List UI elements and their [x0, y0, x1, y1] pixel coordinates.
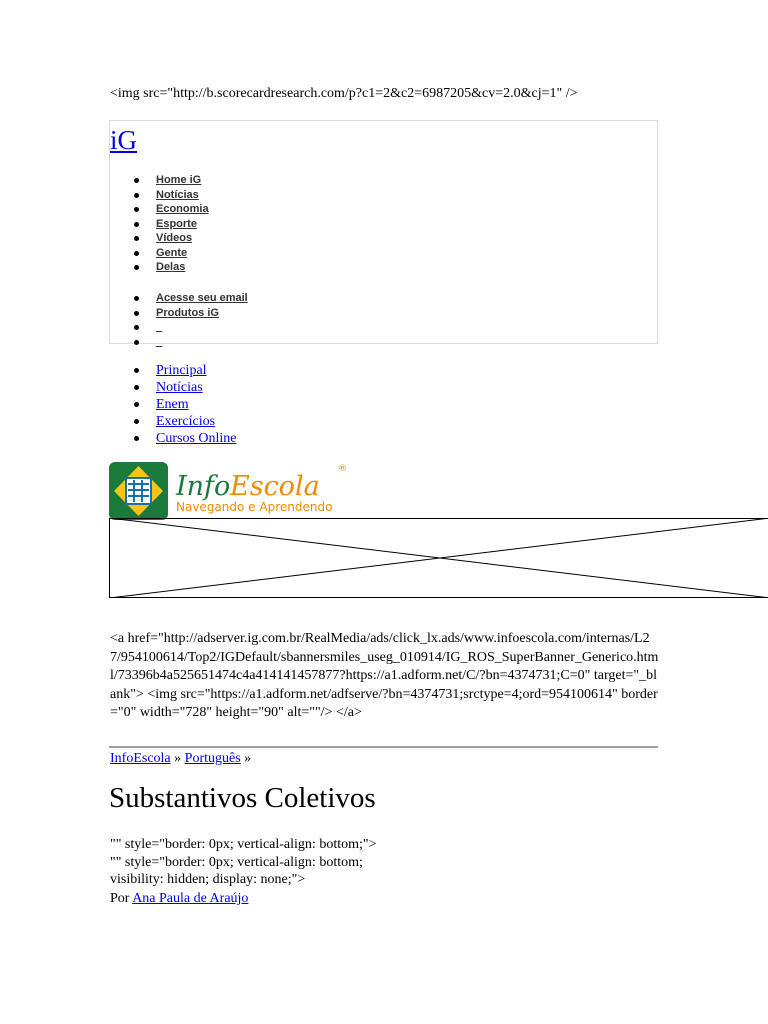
site-nav	[156, 362, 237, 447]
divider	[109, 746, 658, 748]
breadcrumb-home-link[interactable]: InfoEscola	[110, 751, 171, 766]
site-nav-item	[156, 430, 237, 447]
ig-menu-delas-link[interactable]: Delas	[156, 261, 186, 273]
ig-menu-item	[156, 173, 209, 188]
raw-attribute-line: "" style="border: 0px; vertical-align: bottom;	[110, 854, 363, 870]
infoescola-logo[interactable]	[109, 461, 349, 521]
ad-banner-placeholder[interactable]	[109, 518, 768, 598]
page-title: Substantivos Coletivos	[109, 782, 376, 814]
svg-text:Info: Info	[176, 471, 231, 502]
broken-image-graphic	[109, 518, 768, 598]
site-nav-item	[156, 413, 237, 430]
ig-menu-item	[156, 231, 209, 246]
ig-menu-noticias-link[interactable]: Notícias	[156, 188, 199, 201]
raw-tracking-img-text: <img src="http://b.scorecardresearch.com/p?c1=2&c2=6987205&cv=2.0&cj=1" />	[110, 86, 578, 101]
ig-menu-economia-link[interactable]: Economia	[156, 203, 209, 215]
ig-email-link[interactable]: Acesse seu email	[156, 292, 248, 304]
nav-cursos-online-link[interactable]: Cursos Online	[156, 431, 237, 446]
ig-blank-link-1[interactable]: _	[156, 321, 163, 333]
ig-menu-esporte-link[interactable]: Esporte	[156, 217, 197, 230]
breadcrumb-separator: »	[170, 751, 185, 766]
ig-menu-item	[156, 306, 248, 321]
ig-menu-item	[156, 260, 209, 275]
site-nav-item	[156, 362, 237, 379]
raw-ad-code-text: <a href="http://adserver.ig.com.br/RealMedia/ads/click_lx.ads/www.infoescola.com/internas/L27/954100614/Top2/IGDefault/sbannersmiles_useg_010914/IG_ROS_SuperBanner_Generico.html/73396b4a525651474c4a41414145787​7?https://a1.adform.net/C/?bn=4374731;C=0" target="_blank"> <img src="https://a1.adform.net/adfserve/?bn=4374731;srctype=4;ord=954100614" border="0" width="728" height="90" alt=""/> </a>	[110, 631, 659, 720]
author-prefix: Por	[110, 891, 133, 906]
raw-attribute-text	[110, 836, 377, 889]
ig-menu-item	[156, 246, 209, 261]
nav-principal-link[interactable]: Principal	[156, 363, 207, 378]
ig-menu-videos-link[interactable]: Vídeos	[156, 232, 193, 244]
raw-attribute-line: visibility: hidden; display: none;">	[110, 872, 306, 887]
nav-enem-link[interactable]: Enem	[156, 397, 189, 412]
raw-attribute-line: "" style="border: 0px; vertical-align: bottom;">	[110, 837, 377, 852]
ig-blank-link-2[interactable]: _	[156, 335, 163, 348]
ig-menu-item	[156, 217, 209, 232]
nav-exercicios-link[interactable]: Exercícios	[156, 414, 216, 429]
ig-logo-link[interactable]: iG	[110, 125, 137, 155]
nav-noticias-link[interactable]: Notícias	[156, 380, 203, 395]
ig-portal-menu	[156, 173, 209, 275]
author-byline	[110, 891, 248, 907]
ig-menu-item	[156, 188, 209, 203]
ig-menu-gente-link[interactable]: Gente	[156, 246, 188, 259]
ig-produtos-link[interactable]: Produtos iG	[156, 306, 219, 319]
breadcrumb-section-link[interactable]: Português	[184, 751, 241, 766]
ig-menu-home-link[interactable]: Home iG	[156, 174, 202, 186]
breadcrumb	[110, 751, 251, 767]
ig-menu-item	[156, 320, 248, 335]
ig-menu-item	[156, 291, 248, 306]
site-nav-item	[156, 396, 237, 413]
ig-menu-item	[156, 202, 209, 217]
svg-text:Navegando e Aprendendo: Navegando e Aprendendo	[176, 500, 333, 514]
site-nav-item	[156, 379, 237, 396]
ig-menu-item	[156, 335, 248, 350]
svg-text:Escola: Escola	[230, 471, 320, 502]
svg-text:®: ®	[338, 464, 347, 474]
ig-header-bar	[109, 120, 658, 348]
ig-account-menu	[156, 291, 248, 349]
author-link[interactable]: Ana Paula de Araújo	[132, 891, 249, 906]
breadcrumb-separator: »	[240, 751, 252, 766]
infoescola-logo-graphic	[109, 461, 349, 521]
